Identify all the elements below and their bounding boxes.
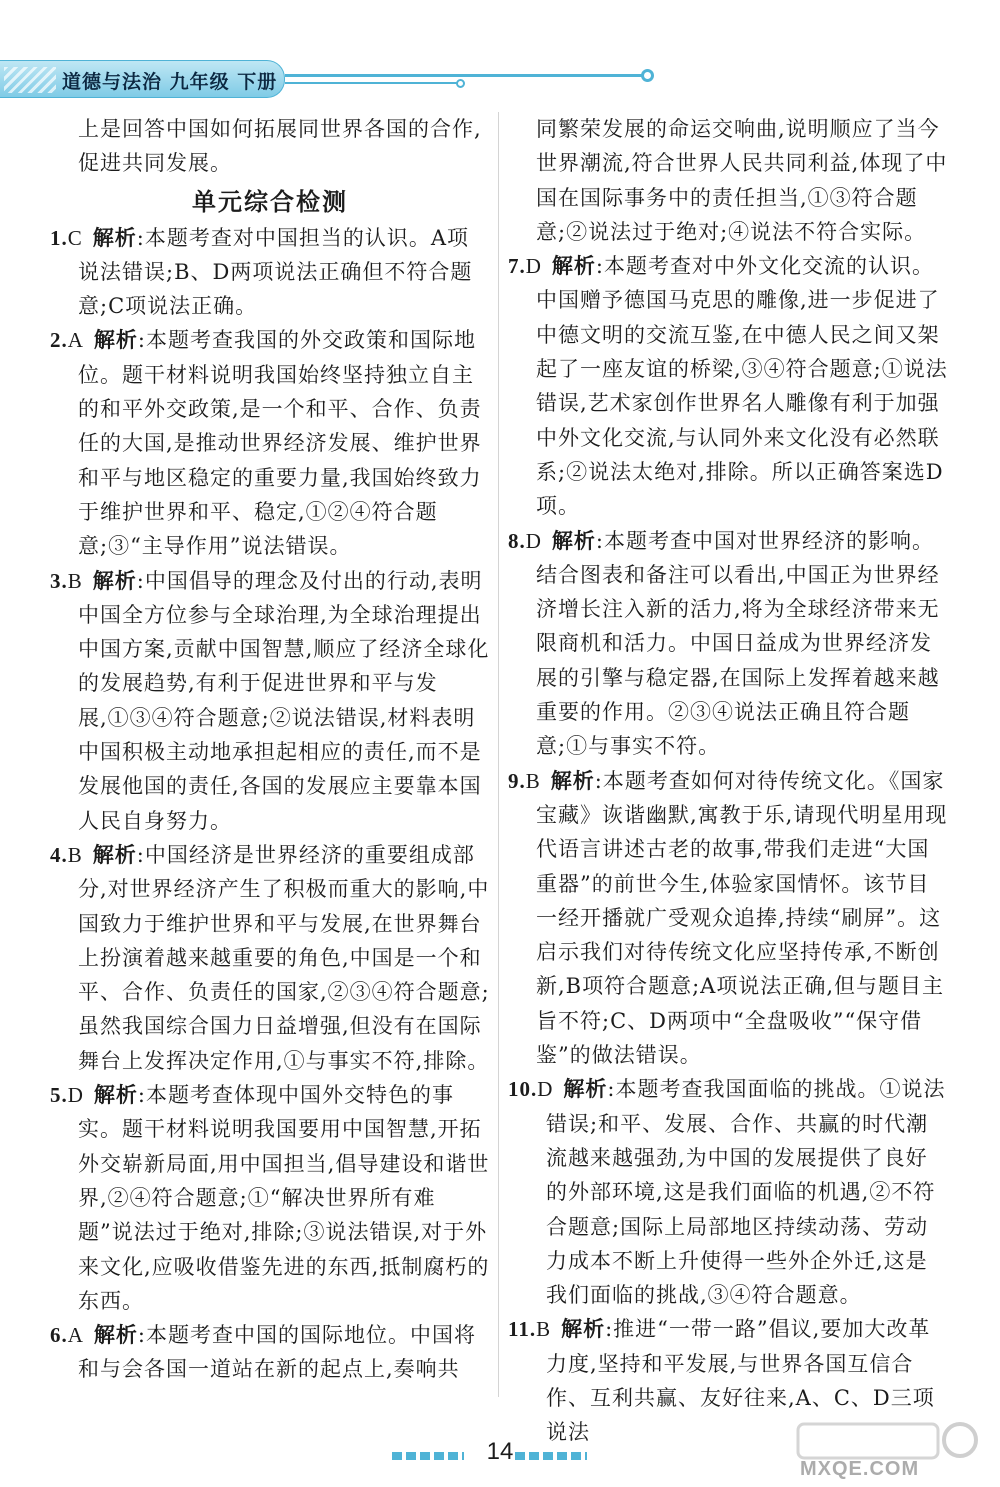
header-dot (641, 69, 654, 82)
continued-paragraph: 同繁荣发展的命运交响曲,说明顺应了当今世界潮流,符合世界人民共同利益,体现了中国在国际事务中的责任担当,①③符合题意;②说法过于绝对;④说法不符合实际。 (536, 117, 948, 244)
answer-item: 8.D 解析:本题考查中国对世界经济的影响。结合图表和备注可以看出,中国正为世界经济增长注入新的活力,将为全球经济带来无限商机和活力。中国日益成为世界经济发展的引擎与稳定器,在国际上发挥着越来越重要的作用。②③④说法正确且符合题意;①与事实不符。 (508, 528, 940, 759)
answer-item: 3.B 解析:中国倡导的理念及付出的行动,表明中国全方位参与全球治理,为全球治理提出中国方案,贡献中国智慧,顺应了经济全球化的发展趋势,有利于促进世界和平与发展,①③④符合题意;②说法错误,材料表明中国积极主动地承担起相应的责任,而不是发展他国的责任,各国的发展应主要靠本国人民自身努力。 (50, 568, 490, 833)
column-divider (498, 112, 499, 1397)
answer-item: 9.B 解析:本题考查如何对待传统文化。《国家宝藏》诙谐幽默,寓教于乐,请现代明星用现代语言讲述古老的故事,带我们走进“大国重器”的前世今生,体验家国情怀。该节目一经开播就广受观众追捧,持续“刷屏”。这启示我们对待传统文化应坚持传承,不断创新,B项符合题意;A项说法正确,但与题目主旨不符;C、D两项中“全盘吸收”“保守借鉴”的做法错误。 (508, 768, 948, 1068)
footer-decoration-right (515, 1452, 587, 1460)
answer-item: 5.D 解析:本题考查体现中国外交特色的事实。题干材料说明我国要用中国智慧,开拓外交崭新局面,用中国担当,倡导建设和谐世界,②④符合题意;①“解决世界所有难题”说法过于绝对,排除;③说法错误,对于外来文化,应吸收借鉴先进的东西,抵制腐朽的东西。 (50, 1083, 490, 1313)
answer-item: 6.A 解析:本题考查中国的国际地位。中国将和与会各国一道站在新的起点上,奏响共 (50, 1323, 476, 1382)
book-title: 道德与法治 九年级 下册 (62, 71, 278, 93)
header-banner (0, 60, 285, 98)
page-header (0, 60, 1000, 104)
section-title: 单元综合检测 (192, 187, 348, 216)
page-number: 14 (486, 1438, 514, 1465)
answer-item: 2.A 解析:本题考查我国的外交政策和国际地位。题干材料说明我国始终坚持独立自主的和平外交政策,是一个和平、合作、负责任的大国,是推动世界经济发展、维护世界和平与地区稳定的重要力量,我国始终致力于维护世界和平、稳定,①②④符合题意;③“主导作用”说法错误。 (50, 328, 482, 559)
header-rule (285, 74, 645, 77)
footer-decoration-left (392, 1452, 464, 1460)
answer-item: 4.B 解析:中国经济是世界经济的重要组成部分,对世界经济产生了积极而重大的影响,中国致力于维护世界和平与发展,在世界舞台上扮演着越来越重要的角色,中国是一个和平、合作、负责任的国家,②③④符合题意;虽然我国综合国力日益增强,但没有在国际舞台上发挥决定作用,①与事实不符,排除。 (50, 842, 490, 1073)
answer-item: 11.B 解析:推进“一带一路”倡议,要加大改革力度,坚持和平发展,与世界各国互信合作、互利共赢、友好往来,A、C、D三项说法 (508, 1317, 935, 1445)
answer-item: 10.D 解析:本题考查我国面临的挑战。①说法错误;和平、发展、合作、共赢的时代潮流越来越强劲,为中国的发展提供了良好的外部环境,这是我们面临的机遇,②不符合题意;国际上局部地区持续动荡、劳动力成本不断上升使得一些外企外迁,这是我们面临的挑战,③④符合题意。 (508, 1077, 946, 1308)
watermark-text: MXQE.COM (800, 1458, 920, 1480)
intro-paragraph: 上是回答中国如何拓展同世界各国的合作,促进共同发展。 (78, 117, 482, 176)
header-stripes-decoration (4, 67, 56, 93)
header-rule-secondary (285, 82, 460, 84)
left-column (50, 112, 490, 1387)
answer-item: 1.C 解析:本题考查对中国担当的认识。A项说法错误;B、D两项说法正确但不符合题意;C项说法正确。 (50, 225, 473, 319)
header-dot-small (456, 79, 465, 88)
answer-item: 7.D 解析:本题考查对中外文化交流的认识。中国赠予德国马克思的雕像,进一步促进了中德文明的交流互鉴,在中德人民之间又架起了一座友谊的桥梁,③④符合题意;①说法错误,艺术家创作世界名人雕像有利于加强中外文化交流,与认同外来文化没有必然联系;②说法太绝对,排除。所以正确答案选D项。 (508, 254, 948, 519)
right-column (508, 112, 948, 1450)
